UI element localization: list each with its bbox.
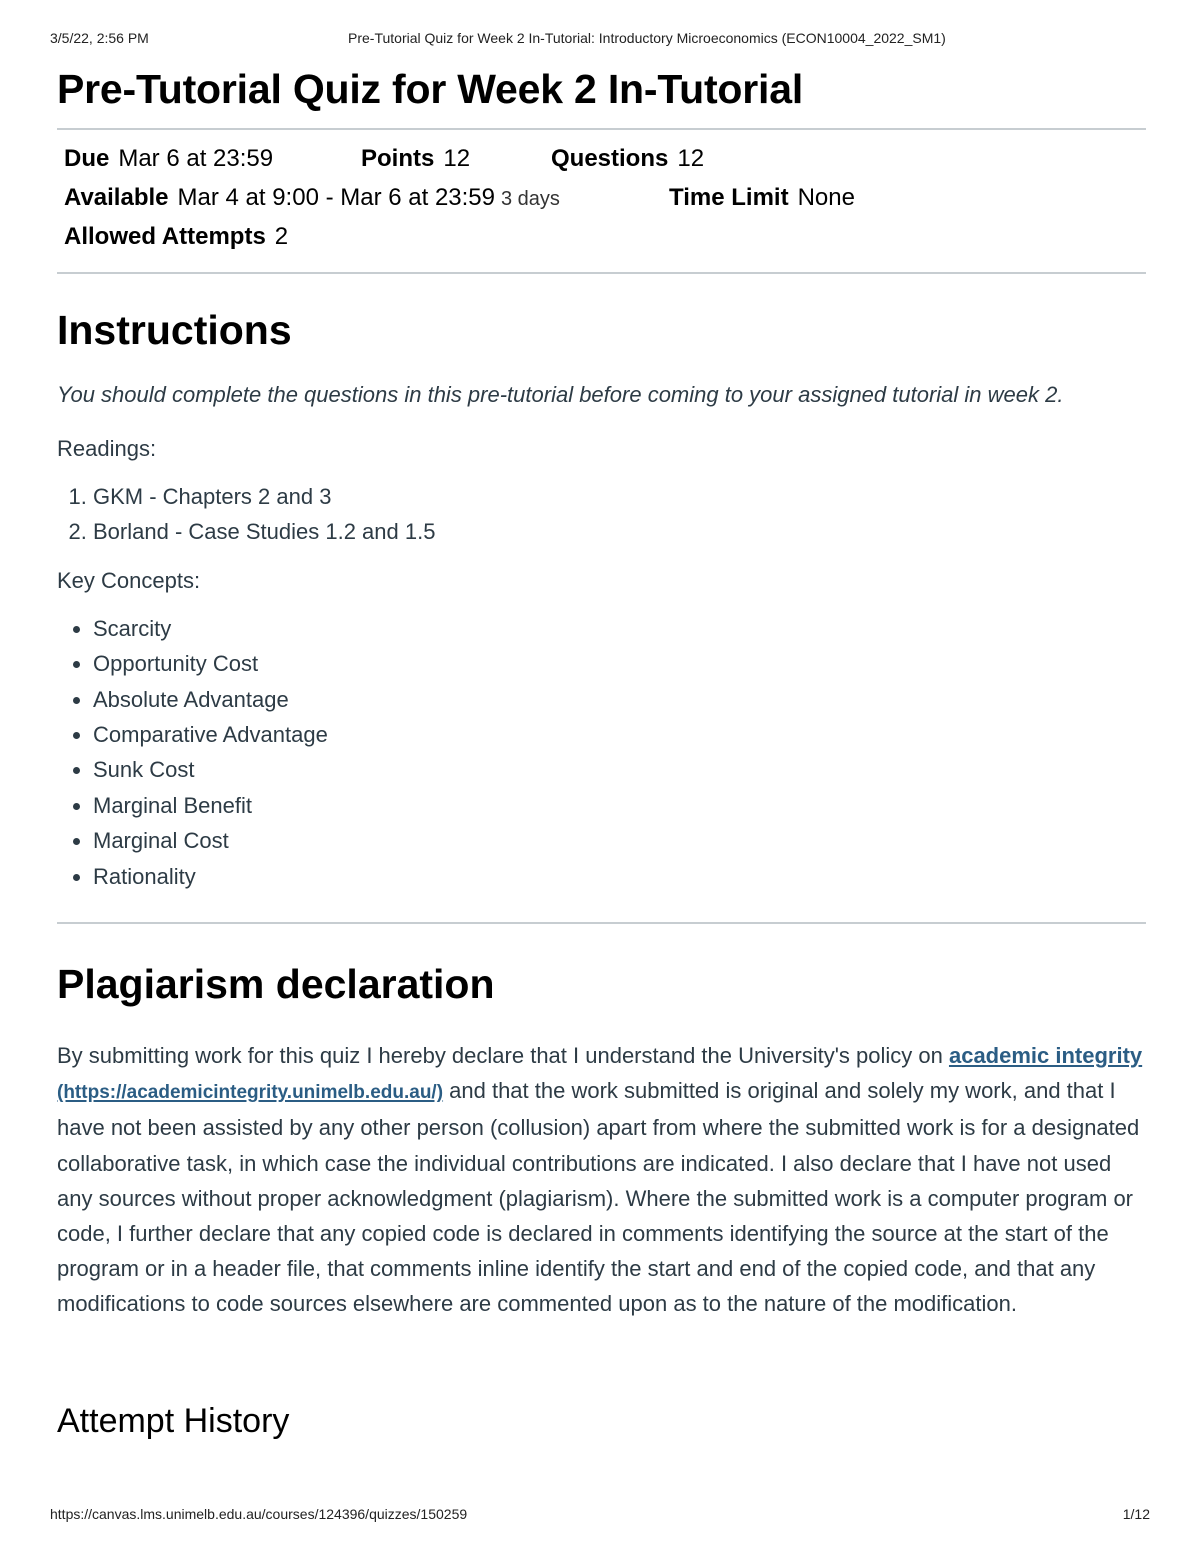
list-item: • Opportunity Cost <box>93 646 1146 681</box>
points-value: 12 <box>443 145 471 172</box>
readings-label: Readings: <box>57 436 157 461</box>
attempt-history-heading: Attempt History <box>57 1401 290 1440</box>
points-item <box>361 145 551 173</box>
plagiarism-heading: Plagiarism declaration <box>57 961 495 1008</box>
questions-value: 12 <box>677 145 705 172</box>
attempts-label: Allowed Attempts <box>64 223 266 250</box>
instructions-heading: Instructions <box>57 307 292 353</box>
details-row-2 <box>64 184 1146 223</box>
list-item: 2. Borland - Case Studies 1.2 and 1.5 <box>93 514 1146 549</box>
academic-integrity-link-url: (https://academicintegrity.unimelb.edu.au/) <box>57 1082 444 1104</box>
print-header <box>50 30 1150 50</box>
questions-item <box>551 145 704 173</box>
plagiarism-declaration <box>57 1038 1146 1322</box>
time-limit-value: None <box>797 184 855 211</box>
points-label: Points <box>361 145 435 172</box>
quiz-page <box>57 60 1146 1441</box>
print-date: 3/5/22, 2:56 PM <box>50 30 149 46</box>
print-page-title: Pre-Tutorial Quiz for Week 2 In-Tutorial: Introductory Microeconomics (ECON10004_2022_SM1) <box>348 30 946 46</box>
list-item: • Absolute Advantage <box>93 682 1146 717</box>
academic-integrity-link-text: academic integrity <box>948 1043 1143 1069</box>
instructions-section <box>57 307 1146 894</box>
attempts-item <box>64 223 288 251</box>
due-label: Due <box>64 145 110 172</box>
list-item: 1. GKM - Chapters 2 and 3 <box>93 479 1146 514</box>
divider <box>57 272 1146 274</box>
declaration-text-end: and that the work submitted is original and solely my work, and that I have not been assisted by any other person (collusion) apart from where the submitted work is for a designated collaborative task, in which case the individual contributions are indicated. I also declare that I have not used any sources without proper acknowledgment (plagiarism). Where the submitted work is a computer program or code, I further declare that any copied code is declared in comments identifying the source at the start of the program or in a header file, that comments inline identify the start and end of the copied code, and that any modifications to code sources elsewhere are commented upon as to the nature of the modification. <box>57 1078 1140 1317</box>
plagiarism-section <box>57 961 1146 1322</box>
questions-label: Questions <box>551 145 669 172</box>
list-item: • Marginal Cost <box>93 823 1146 858</box>
declaration-text-start: By submitting work for this quiz I hereby declare that I understand the University's policy on <box>57 1043 949 1069</box>
due-item <box>64 145 361 173</box>
time-limit-label: Time Limit <box>669 184 789 211</box>
page-title: Pre-Tutorial Quiz for Week 2 In-Tutorial <box>57 66 804 112</box>
readings-list <box>57 479 1146 550</box>
details-row-3 <box>64 223 1146 262</box>
divider <box>57 922 1146 924</box>
list-item: • Comparative Advantage <box>93 717 1146 752</box>
instructions-intro: You should complete the questions in this pre-tutorial before coming to your assigned tutorial in week 2. <box>57 382 1064 407</box>
list-item: • Marginal Benefit <box>93 788 1146 823</box>
list-item: • Scarcity <box>93 611 1146 646</box>
available-label: Available <box>64 184 169 211</box>
time-limit-item <box>669 184 855 212</box>
list-item: • Sunk Cost <box>93 752 1146 787</box>
page-number: 1/12 <box>1122 1506 1150 1522</box>
due-value: Mar 6 at 23:59 <box>118 145 274 172</box>
list-item: • Rationality <box>93 859 1146 894</box>
concepts-label: Key Concepts: <box>57 567 201 593</box>
print-url: https://canvas.lms.unimelb.edu.au/courses/124396/quizzes/150259 <box>50 1506 468 1522</box>
available-value: Mar 4 at 9:00 - Mar 6 at 23:59 <box>177 184 495 211</box>
details-row-1 <box>64 145 1146 184</box>
available-item <box>64 184 669 212</box>
available-duration: 3 days <box>501 188 560 210</box>
concepts-list <box>57 611 1146 894</box>
quiz-details <box>57 130 1146 272</box>
attempts-value: 2 <box>274 223 289 250</box>
